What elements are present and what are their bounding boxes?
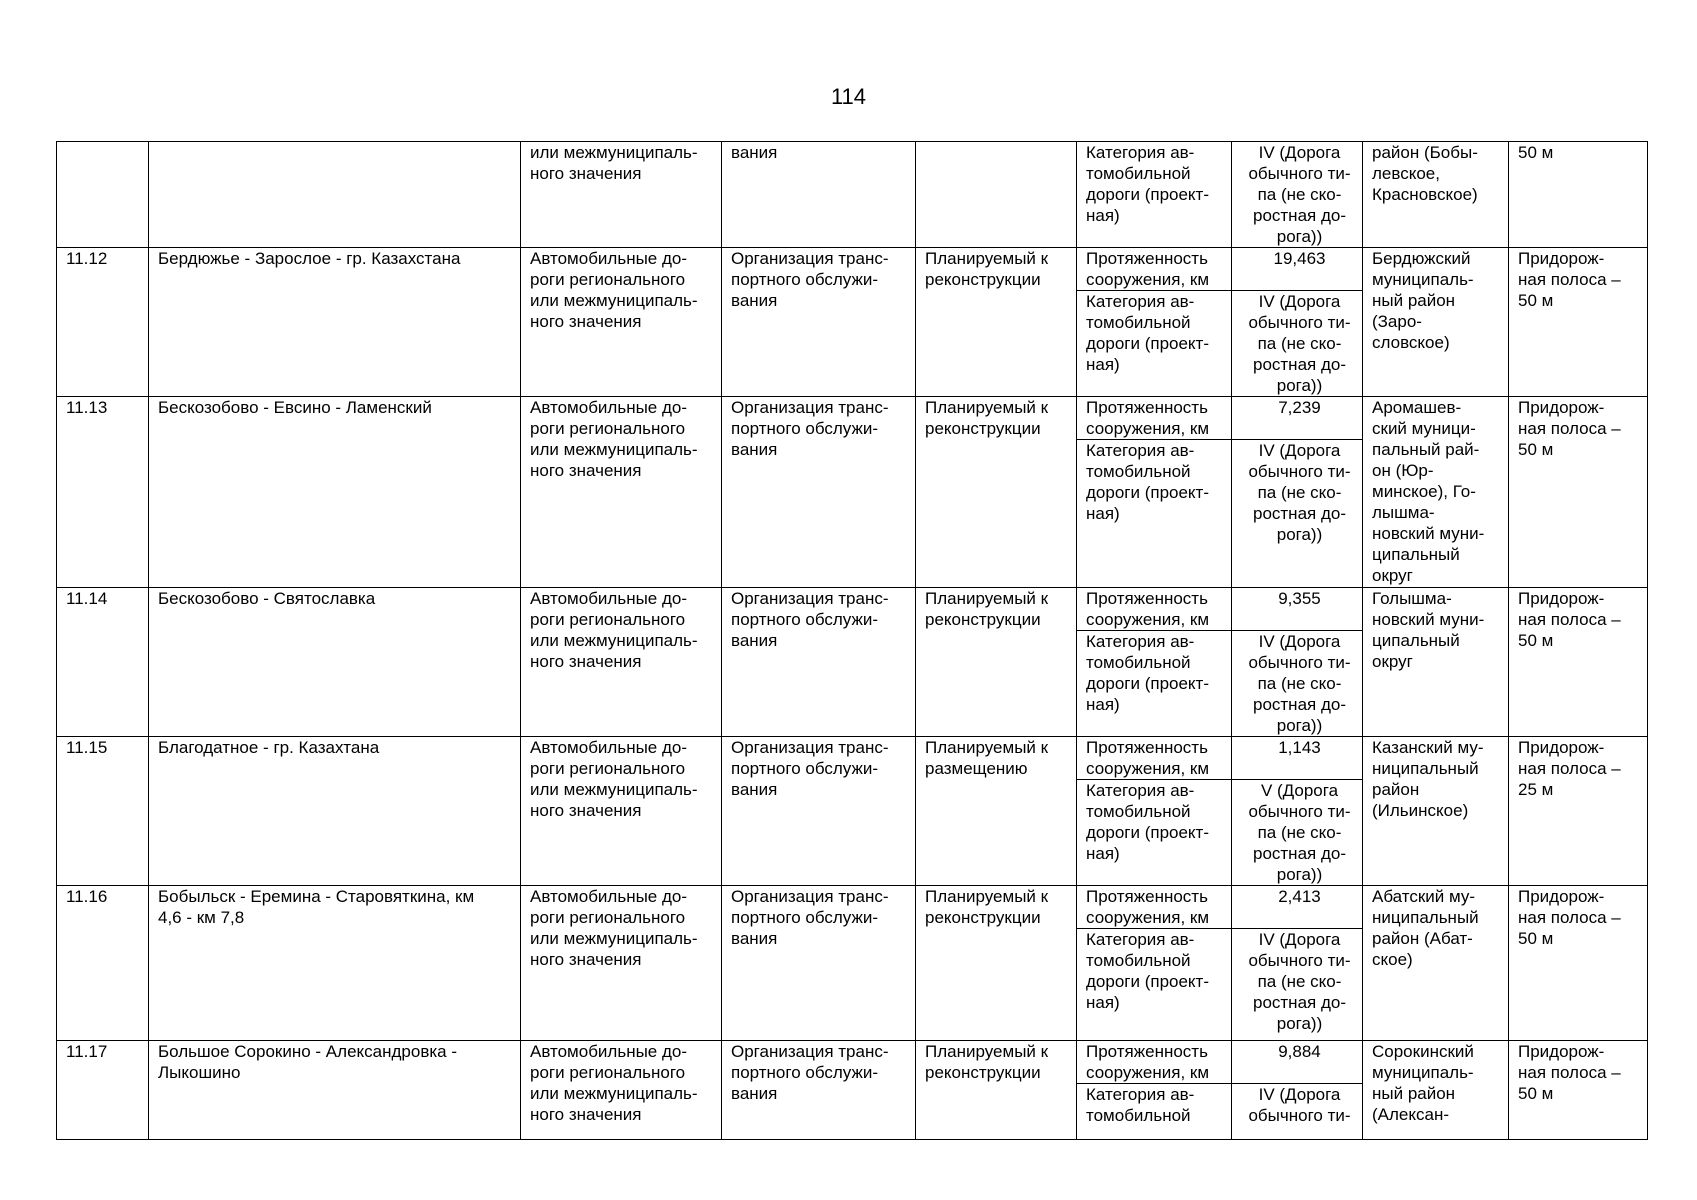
- table-row-continuation: [57, 142, 1648, 248]
- cell-name: [149, 1041, 521, 1140]
- cell-purpose: [722, 1041, 916, 1140]
- cell-category-label-text: Категория ав- томобильной дороги (проект- ная): [1086, 292, 1210, 374]
- cell-purpose: [722, 397, 916, 588]
- cell-location-text: Казанский му- ниципальный район (Ильинское): [1372, 738, 1484, 820]
- cell-number: [57, 588, 149, 737]
- cell-zone-text: Придорож- ная полоса – 50 м: [1518, 249, 1621, 310]
- cell-number-text: 11.14: [66, 589, 108, 608]
- cell-status-text: Планируемый к реконструкции: [925, 589, 1049, 629]
- cell-zone: [1509, 142, 1648, 248]
- cell-name: [149, 737, 521, 886]
- cell-category-value-text: V (Дорога обычного ти- па (не ско- ростная до- рога)): [1248, 781, 1351, 884]
- page-number: 114: [830, 84, 867, 109]
- cell-length-label-text: Протяженность сооружения, км: [1086, 738, 1210, 778]
- cell-length-value-text: 19,463: [1273, 249, 1326, 268]
- cell-location: [1363, 886, 1509, 1041]
- cell-number: [57, 886, 149, 1041]
- cell-type: [521, 142, 722, 248]
- cell-purpose-text: Организация транс- портного обслужи- вания: [731, 589, 889, 650]
- cell-length-label: [1077, 1041, 1232, 1084]
- cell-purpose: [722, 248, 916, 397]
- cell-status-text: Планируемый к реконструкции: [925, 249, 1049, 289]
- cell-category-value: [1232, 440, 1363, 588]
- cell-type: [521, 886, 722, 1041]
- table-row: [57, 886, 1648, 929]
- cell-name-text: Бескозобово - Евсино - Ламенский: [158, 398, 432, 417]
- cell-type: [521, 588, 722, 737]
- cell-number-text: 11.15: [66, 738, 108, 757]
- cell-purpose-text: Организация транс- портного обслужи- вания: [731, 738, 889, 799]
- cell-location-text: Абатский му- ниципальный район (Абат- ское): [1372, 887, 1479, 969]
- purpose-text: вания: [731, 143, 778, 162]
- cell-length-value: [1232, 248, 1363, 291]
- cell-type: [521, 248, 722, 397]
- cell-location: [1363, 248, 1509, 397]
- cell-number: [57, 737, 149, 886]
- cell-category-label-text: Категория ав- томобильной дороги (проект- ная): [1086, 632, 1210, 714]
- cell-name: [149, 886, 521, 1041]
- cell-length-label: [1077, 737, 1232, 780]
- cell-length-label: [1077, 248, 1232, 291]
- cell-category-value-text: IV (Дорога обычного ти- па (не ско- ростная до- рога)): [1248, 292, 1351, 395]
- cell-name-text: Бердюжье - Зарослое - гр. Казахстана: [158, 249, 461, 268]
- cell-location: [1363, 588, 1509, 737]
- cell-length-value: [1232, 886, 1363, 929]
- cell-type-text: Автомобильные до- роги регионального или межмуниципаль- ного значения: [530, 398, 698, 480]
- cell-zone-text: Придорож- ная полоса – 50 м: [1518, 398, 1621, 459]
- cell-type-text: Автомобильные до- роги регионального или межмуниципаль- ного значения: [530, 738, 698, 820]
- cell-purpose: [722, 737, 916, 886]
- cell-length-label-text: Протяженность сооружения, км: [1086, 887, 1210, 927]
- cell-length-value-text: 9,355: [1278, 589, 1321, 608]
- cell-length-value: [1232, 588, 1363, 631]
- cell-zone: [1509, 588, 1648, 737]
- cell-length-value: [1232, 1041, 1363, 1084]
- cell-location: [1363, 142, 1509, 248]
- cell-zone: [1509, 1041, 1648, 1140]
- cell-status: [916, 248, 1077, 397]
- cell-zone: [1509, 737, 1648, 886]
- cell-type-text: Автомобильные до- роги регионального или межмуниципаль- ного значения: [530, 887, 698, 969]
- zone-text: 50 м: [1518, 143, 1554, 162]
- cell-purpose-text: Организация транс- портного обслужи- вания: [731, 249, 889, 310]
- table-row: [57, 248, 1648, 291]
- cell-name: [149, 397, 521, 588]
- cell-category-value-text: IV (Дорога обычного ти-: [1248, 1085, 1351, 1125]
- cell-type-text: Автомобильные до- роги регионального или межмуниципаль- ного значения: [530, 589, 698, 671]
- cell-zone-text: Придорож- ная полоса – 25 м: [1518, 738, 1621, 799]
- cell-length-label: [1077, 588, 1232, 631]
- cell-status: [916, 142, 1077, 248]
- cell-zone-text: Придорож- ная полоса – 50 м: [1518, 1042, 1621, 1103]
- cell-status-text: Планируемый к реконструкции: [925, 398, 1049, 438]
- cell-characteristic: [1077, 142, 1232, 248]
- cell-name: [149, 248, 521, 397]
- cell-zone-text: Придорож- ная полоса – 50 м: [1518, 589, 1621, 650]
- cell-type: [521, 737, 722, 886]
- cell-status: [916, 737, 1077, 886]
- cell-location-text: Бердюжский муниципаль- ный район (Заро- словское): [1372, 249, 1474, 352]
- cell-category-label: [1077, 1084, 1232, 1140]
- cell-zone: [1509, 886, 1648, 1041]
- cell-location: [1363, 397, 1509, 588]
- type-text: или межмуниципаль- ного значения: [530, 143, 698, 183]
- cell-purpose-text: Организация транс- портного обслужи- вания: [731, 398, 889, 459]
- cell-length-value-text: 9,884: [1278, 1042, 1321, 1061]
- category-value-text: IV (Дорога обычного ти- па (не ско- ростная до- рога)): [1248, 143, 1351, 246]
- objects-table: [56, 141, 1648, 1140]
- cell-number: [57, 1041, 149, 1140]
- characteristic-text: Категория ав- томобильной дороги (проект- ная): [1086, 143, 1210, 225]
- cell-type-text: Автомобильные до- роги регионального или межмуниципаль- ного значения: [530, 249, 698, 331]
- cell-number-text: 11.17: [66, 1042, 108, 1061]
- cell-category-value: [1232, 291, 1363, 397]
- cell-name-text: Благодатное - гр. Казахтана: [158, 738, 380, 757]
- table-row: [57, 1041, 1648, 1084]
- cell-category-value-text: IV (Дорога обычного ти- па (не ско- ростная до- рога)): [1248, 930, 1351, 1033]
- cell-purpose-text: Организация транс- портного обслужи- вания: [731, 1042, 889, 1103]
- cell-length-label: [1077, 886, 1232, 929]
- cell-type: [521, 1041, 722, 1140]
- cell-name-text: Бобыльск - Еремина - Старовяткина, км 4,6 - км 7,8: [158, 887, 475, 927]
- cell-status: [916, 886, 1077, 1041]
- cell-category-label: [1077, 631, 1232, 737]
- cell-number-text: 11.12: [66, 249, 108, 268]
- cell-length-value-text: 7,239: [1278, 398, 1321, 417]
- cell-zone-text: Придорож- ная полоса – 50 м: [1518, 887, 1621, 948]
- cell-status-text: Планируемый к реконструкции: [925, 1042, 1049, 1082]
- location-text: район (Бобы- левское, Красновское): [1372, 143, 1478, 204]
- cell-category-value: [1232, 780, 1363, 886]
- cell-status-text: Планируемый к размещению: [925, 738, 1049, 778]
- cell-number-text: 11.13: [66, 398, 108, 417]
- cell-category-label: [1077, 929, 1232, 1041]
- cell-number: [57, 248, 149, 397]
- cell-category-label: [1077, 291, 1232, 397]
- cell-purpose: [722, 142, 916, 248]
- cell-location-text: Сорокинский муниципаль- ный район (Алексан-: [1372, 1042, 1474, 1124]
- cell-length-label-text: Протяженность сооружения, км: [1086, 1042, 1210, 1082]
- cell-name: [149, 142, 521, 248]
- cell-category-value-text: IV (Дорога обычного ти- па (не ско- ростная до- рога)): [1248, 441, 1351, 544]
- cell-status: [916, 588, 1077, 737]
- cell-name-text: Большое Сорокино - Александровка - Лыкошино: [158, 1042, 458, 1082]
- cell-category-label: [1077, 780, 1232, 886]
- cell-name: [149, 588, 521, 737]
- cell-length-value-text: 1,143: [1278, 738, 1321, 757]
- cell-category-value: [1232, 929, 1363, 1041]
- cell-zone: [1509, 397, 1648, 588]
- cell-category-label-text: Категория ав- томобильной дороги (проект- ная): [1086, 441, 1210, 523]
- cell-length-value: [1232, 397, 1363, 440]
- cell-purpose-text: Организация транс- портного обслужи- вания: [731, 887, 889, 948]
- table-row: [57, 588, 1648, 631]
- cell-length-label-text: Протяженность сооружения, км: [1086, 249, 1210, 289]
- cell-purpose: [722, 588, 916, 737]
- cell-type: [521, 397, 722, 588]
- cell-length-label-text: Протяженность сооружения, км: [1086, 589, 1210, 629]
- cell-location-text: Аромашев- ский муници- пальный рай- он (Юр- минское), Го- лышма- новский муни- ципальный округ: [1372, 398, 1485, 585]
- cell-type-text: Автомобильные до- роги регионального или межмуниципаль- ного значения: [530, 1042, 698, 1124]
- cell-length-label: [1077, 397, 1232, 440]
- cell-location: [1363, 1041, 1509, 1140]
- cell-length-label-text: Протяженность сооружения, км: [1086, 398, 1210, 438]
- cell-status-text: Планируемый к реконструкции: [925, 887, 1049, 927]
- cell-zone: [1509, 248, 1648, 397]
- table-row: [57, 397, 1648, 440]
- cell-status: [916, 397, 1077, 588]
- cell-category-label: [1077, 440, 1232, 588]
- cell-location: [1363, 737, 1509, 886]
- cell-number: [57, 397, 149, 588]
- cell-category-label-text: Категория ав- томобильной дороги (проект- ная): [1086, 781, 1210, 863]
- cell-number: [57, 142, 149, 248]
- cell-status: [916, 1041, 1077, 1140]
- cell-length-value: [1232, 737, 1363, 780]
- cell-location-text: Голышма- новский муни- ципальный округ: [1372, 589, 1485, 671]
- cell-category-value: [1232, 142, 1363, 248]
- cell-category-value: [1232, 1084, 1363, 1140]
- cell-number-text: 11.16: [66, 887, 108, 906]
- cell-category-value: [1232, 631, 1363, 737]
- cell-name-text: Бескозобово - Святославка: [158, 589, 376, 608]
- cell-length-value-text: 2,413: [1278, 887, 1321, 906]
- cell-category-label-text: Категория ав- томобильной: [1086, 1085, 1195, 1125]
- table-row: [57, 737, 1648, 780]
- cell-category-value-text: IV (Дорога обычного ти- па (не ско- ростная до- рога)): [1248, 632, 1351, 735]
- cell-purpose: [722, 886, 916, 1041]
- cell-category-label-text: Категория ав- томобильной дороги (проект- ная): [1086, 930, 1210, 1012]
